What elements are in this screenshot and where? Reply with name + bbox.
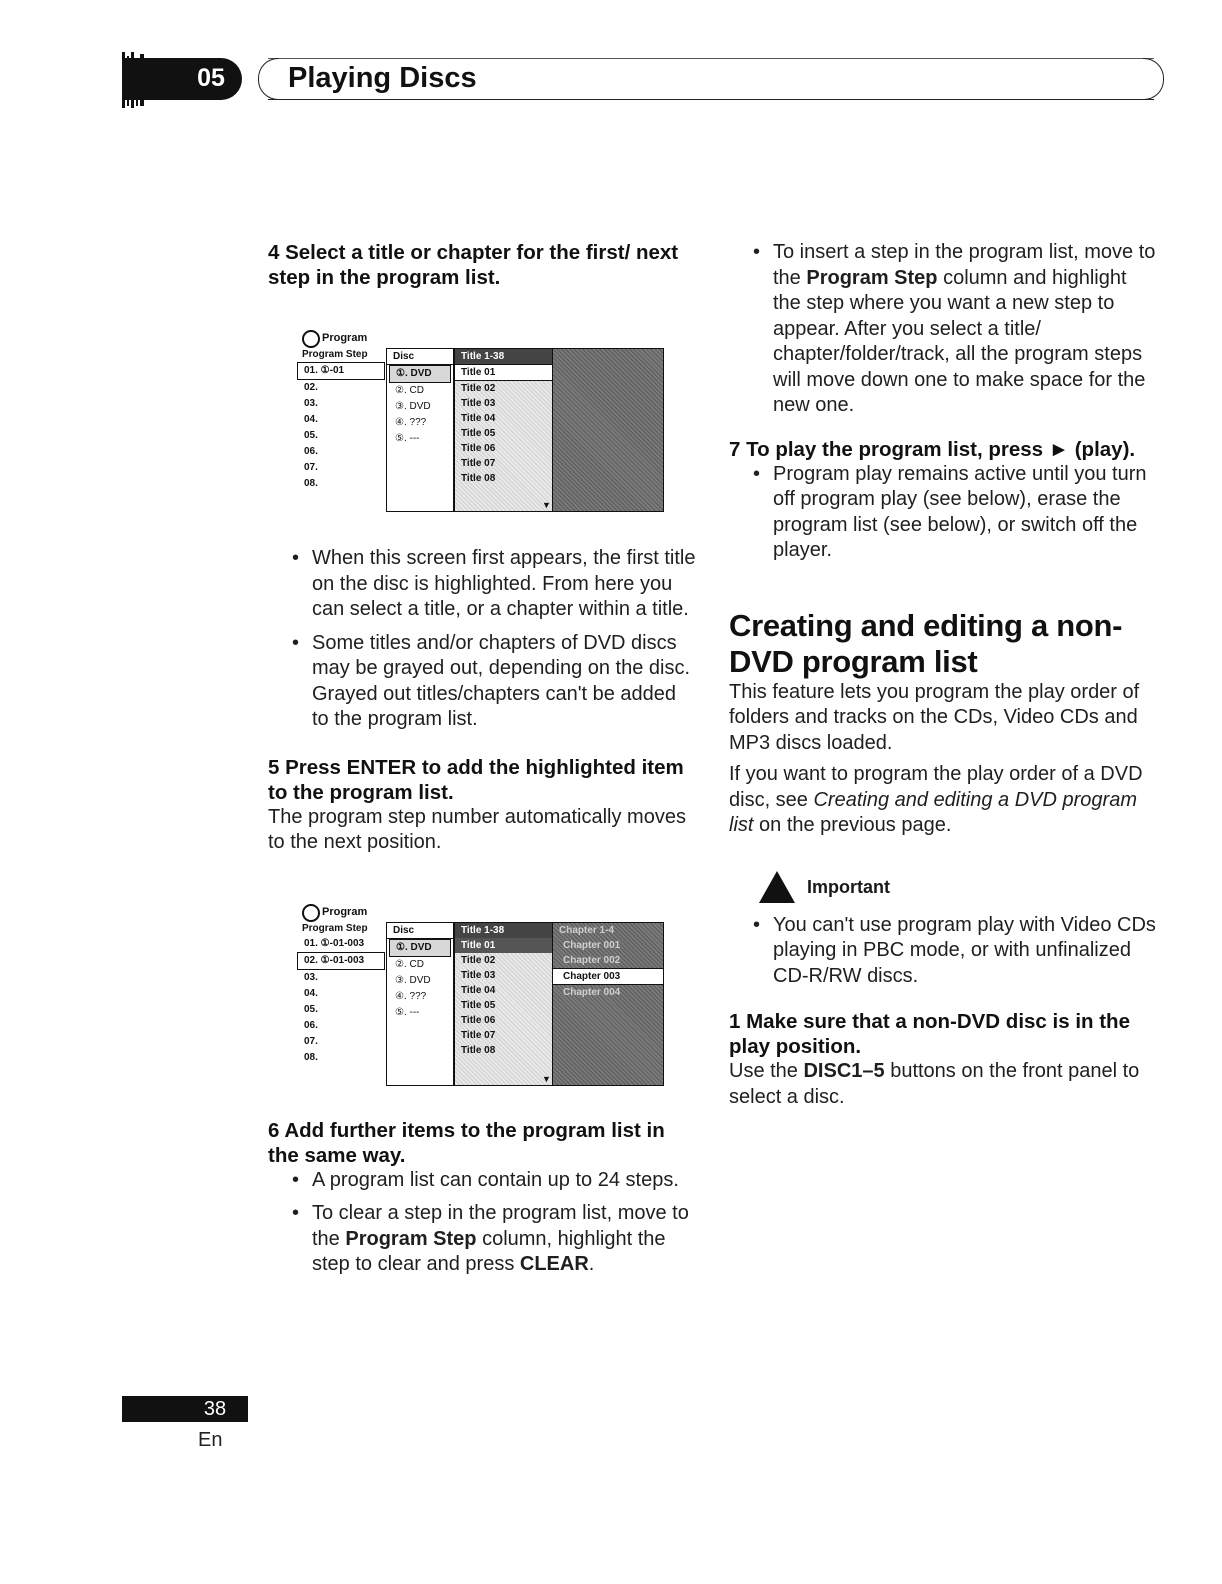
program-step-row[interactable]: 03.: [304, 398, 318, 409]
title-row[interactable]: Title 07: [461, 1029, 496, 1041]
disc-row[interactable]: ③. DVD: [395, 974, 431, 986]
bullet-item: • Program play remains active until you turn off program play (see below), erase the program list (see below), or switch off the player.: [753, 462, 1147, 561]
title-row[interactable]: Title 05: [461, 999, 496, 1011]
program-step-row[interactable]: 06.: [304, 446, 318, 457]
disc-row[interactable]: ⑤. ---: [395, 433, 420, 444]
disc-row[interactable]: ②. CD: [395, 958, 424, 970]
chapter-number: 05: [197, 64, 225, 92]
title-row[interactable]: Title 04: [461, 413, 496, 424]
program-step-row[interactable]: 02.: [304, 382, 318, 393]
disc-row[interactable]: ⑤. ---: [395, 1006, 420, 1018]
title-row[interactable]: Title 06: [461, 443, 496, 454]
step-1-heading: 1 Make sure that a non-DVD disc is in the play position.: [729, 1010, 1130, 1058]
program-step-row[interactable]: 01. ①-01: [297, 362, 385, 380]
step-1-text: Use the DISC1–5 buttons on the front panel to select a disc.: [729, 1060, 1140, 1108]
right-column: [729, 240, 1159, 1110]
chapter-title: Playing Discs: [288, 62, 477, 94]
page-number: 38: [203, 1398, 227, 1420]
program-step-row[interactable]: 04.: [304, 987, 318, 999]
disc-header: Disc: [387, 923, 453, 939]
program-step-header: Program Step: [302, 349, 368, 360]
section-heading: Creating and editing a non-DVD program list: [729, 607, 1123, 679]
program-step-row[interactable]: 07.: [304, 462, 318, 473]
important-note: [729, 869, 1159, 909]
program-step-row[interactable]: 03.: [304, 971, 318, 983]
chapter-column: [552, 348, 664, 512]
title-row[interactable]: Title 01: [455, 364, 553, 381]
chapter-header: Chapter 1-4: [559, 924, 615, 936]
bullet-item: • When this screen first appears, the first title on the disc is highlighted. From here you can select a title, or a chapter within a title.: [292, 547, 696, 620]
program-screen-1: [296, 324, 666, 520]
program-step-row[interactable]: 05.: [304, 1003, 318, 1015]
title-header: Title 1-38: [455, 923, 553, 938]
chapter-row[interactable]: Chapter 002: [563, 954, 621, 966]
program-step-row[interactable]: 01. ①-01-003: [304, 937, 365, 949]
page-language: En: [198, 1429, 223, 1451]
step-5-heading: 5 Press ENTER to add the highlighted item to the program list.: [268, 755, 684, 804]
disc-row[interactable]: ①. DVD: [389, 939, 451, 957]
scroll-down-icon[interactable]: ▼: [542, 500, 551, 510]
disc-column: [386, 922, 454, 1086]
program-step-header: Program Step: [302, 922, 368, 934]
title-row[interactable]: Title 02: [461, 954, 496, 966]
disc-row[interactable]: ①. DVD: [389, 365, 451, 383]
disc-header: Disc: [387, 349, 453, 365]
program-step-column: [296, 922, 386, 1066]
disc-column: [386, 348, 454, 512]
bullet-item: • To insert a step in the program list, move to the Program Step column and highlight the step where you want a new step to appear. After you select a title/ chapter/folder/track, all the program steps will move down one to make space for the new one.: [753, 241, 1156, 416]
step-6-heading: 6 Add further items to the program list in the same way.: [268, 1118, 665, 1167]
screen-title: Program: [322, 332, 368, 344]
program-step-row[interactable]: 07.: [304, 1035, 318, 1047]
step-7-heading: 7 To play the program list, press ► (play).: [729, 437, 1136, 461]
chapter-row[interactable]: Chapter 001: [563, 939, 621, 951]
bullet-item: • You can't use program play with Video CDs playing in PBC mode, or with unfinalized CD-R/RW discs.: [753, 913, 1156, 987]
title-header: Title 1-38: [455, 349, 553, 364]
scroll-down-icon[interactable]: ▼: [542, 1073, 551, 1084]
program-step-row[interactable]: 08.: [304, 478, 318, 489]
title-row[interactable]: Title 08: [461, 473, 496, 484]
program-step-row[interactable]: 08.: [304, 1051, 318, 1063]
title-row[interactable]: Title 07: [461, 458, 496, 469]
title-column: [454, 922, 554, 1086]
barcode-decoration: [122, 52, 162, 108]
screen-title: Program: [322, 905, 368, 918]
bullet-item: • Some titles and/or chapters of DVD discs may be grayed out, depending on the disc. Grayed out titles/chapters can't be added to the program list.: [292, 631, 691, 730]
disc-row[interactable]: ③. DVD: [395, 401, 431, 412]
warning-icon: [759, 871, 795, 903]
chapter-column: [552, 922, 664, 1086]
title-row[interactable]: Title 06: [461, 1014, 496, 1026]
bullet-item: • A program list can contain up to 24 steps.: [292, 1168, 679, 1191]
title-row[interactable]: Title 05: [461, 428, 496, 439]
disc-row[interactable]: ②. CD: [395, 385, 424, 396]
bullet-item: • To clear a step in the program list, move to the Program Step column, highlight the step to clear and press CLEAR.: [292, 1202, 689, 1275]
program-step-row[interactable]: 02. ①-01-003: [297, 952, 385, 970]
chapter-row[interactable]: Chapter 003: [553, 968, 663, 985]
program-step-row[interactable]: 04.: [304, 414, 318, 425]
step-5-text: The program step number automatically moves to the next position.: [268, 805, 686, 853]
section-paragraph: If you want to program the play order of a DVD disc, see Creating and editing a DVD program list on the previous page.: [729, 763, 1143, 836]
left-column: [268, 240, 698, 1278]
program-step-column: [296, 348, 386, 492]
title-row[interactable]: Title 01: [455, 938, 553, 953]
title-row[interactable]: Title 08: [461, 1044, 496, 1056]
title-row[interactable]: Title 03: [461, 398, 496, 409]
title-row[interactable]: Title 04: [461, 984, 496, 996]
disc-row[interactable]: ④. ???: [395, 990, 427, 1002]
chapter-row[interactable]: Chapter 004: [563, 986, 621, 998]
title-row[interactable]: Title 02: [461, 383, 496, 394]
program-screen-2: [296, 898, 666, 1094]
section-text: This feature lets you program the play order of folders and tracks on the CDs, Video CDs and MP3 discs loaded.: [729, 680, 1140, 754]
step-4-heading: 4 Select a title or chapter for the first/ next step in the program list.: [268, 241, 679, 289]
program-step-row[interactable]: 05.: [304, 430, 318, 441]
title-column: [454, 348, 554, 512]
disc-row[interactable]: ④. ???: [395, 417, 427, 428]
important-label: Important: [807, 876, 890, 897]
title-row[interactable]: Title 03: [461, 969, 496, 981]
program-step-row[interactable]: 06.: [304, 1019, 318, 1031]
